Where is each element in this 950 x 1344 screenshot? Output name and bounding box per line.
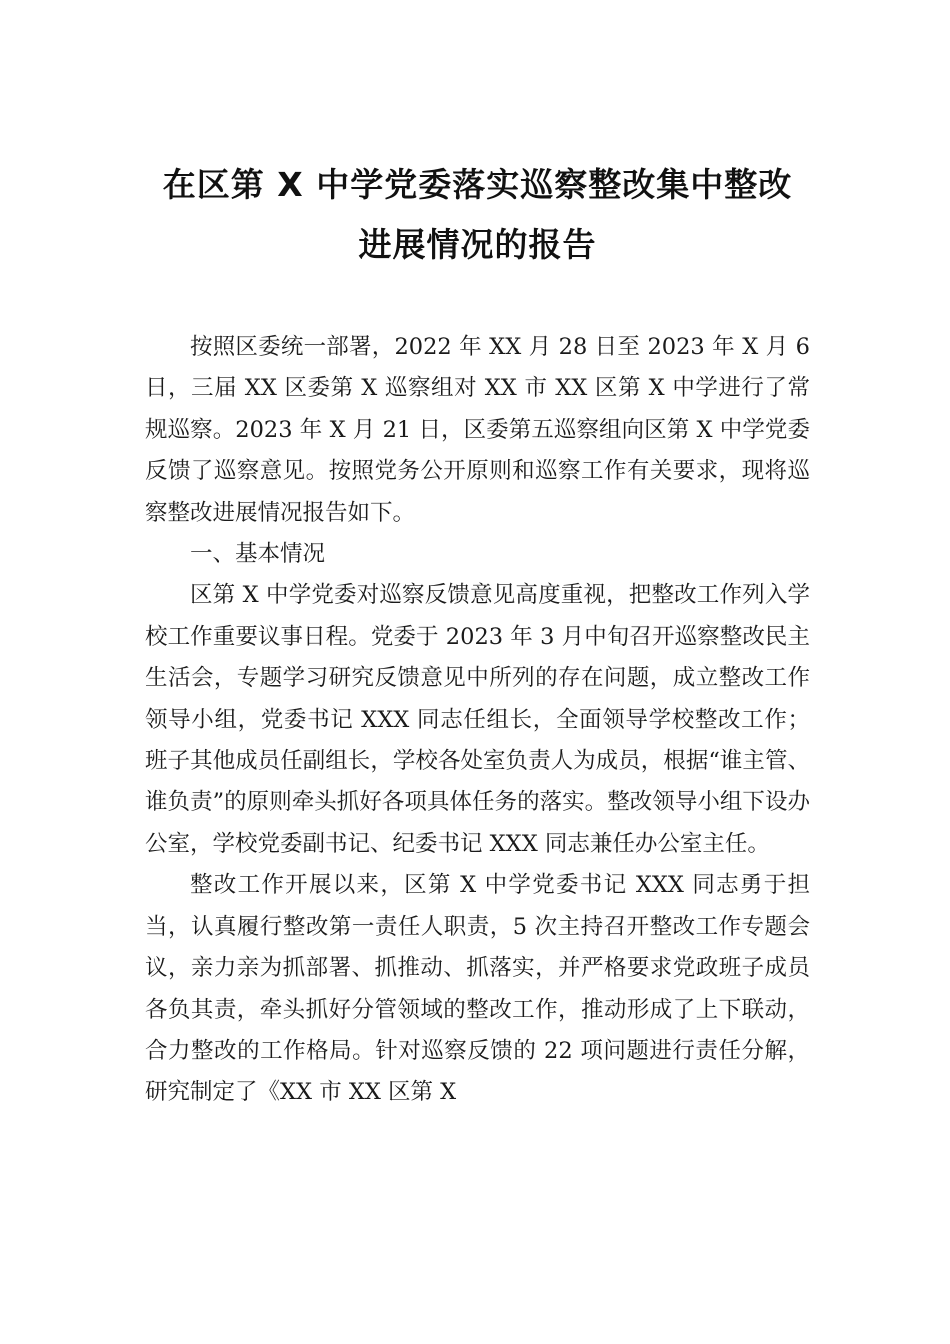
document-title: [145, 155, 810, 275]
basic-situation-paragraph: 区第 X 中学党委对巡察反馈意见高度重视，把整改工作列入学校工作重要议事日程。党委于 2023 年 3 月中旬召开巡察整改民主生活会，专题学习研究反馈意见中所列的存在问题，成立整改工作领导小组，党委书记 XXX 同志任组长，全面领导学校整改工作；班子其他成员任副组长，学校各处室负责人为成员，根据“谁主管、谁负责”的原则牵头抓好各项具体任务的落实。整改领导小组下设办公室，学校党委副书记、纪委书记 XXX 同志兼任办公室主任。: [145, 582, 810, 857]
document-body: [145, 327, 810, 1114]
title-line-2: 进展情况的报告: [358, 225, 597, 264]
section-heading-basic-situation: 一、基本情况: [190, 541, 326, 568]
title-line-1: 在区第 X 中学党委落实巡察整改集中整改: [162, 165, 793, 204]
rectification-work-paragraph: 整改工作开展以来，区第 X 中学党委书记 XXX 同志勇于担当，认真履行整改第一责任人职责，5 次主持召开整改工作专题会议，亲力亲为抓部署、抓推动、抓落实，并严格要求党政班子成员各负其责，牵头抓好分管领域的整改工作，推动形成了上下联动，合力整改的工作格局。针对巡察反馈的 22 项问题进行责任分解，研究制定了《XX 市 XX 区第 X: [145, 872, 810, 1106]
intro-paragraph: 按照区委统一部署，2022 年 XX 月 28 日至 2023 年 X 月 6 日，三届 XX 区委第 X 巡察组对 XX 市 XX 区第 X 中学进行了常规巡察。2023 年 X 月 21 日，区委第五巡察组向区第 X 中学党委反馈了巡察意见。按照党务公开原则和巡察工作有关要求，现将巡察整改进展情况报告如下。: [145, 334, 810, 526]
